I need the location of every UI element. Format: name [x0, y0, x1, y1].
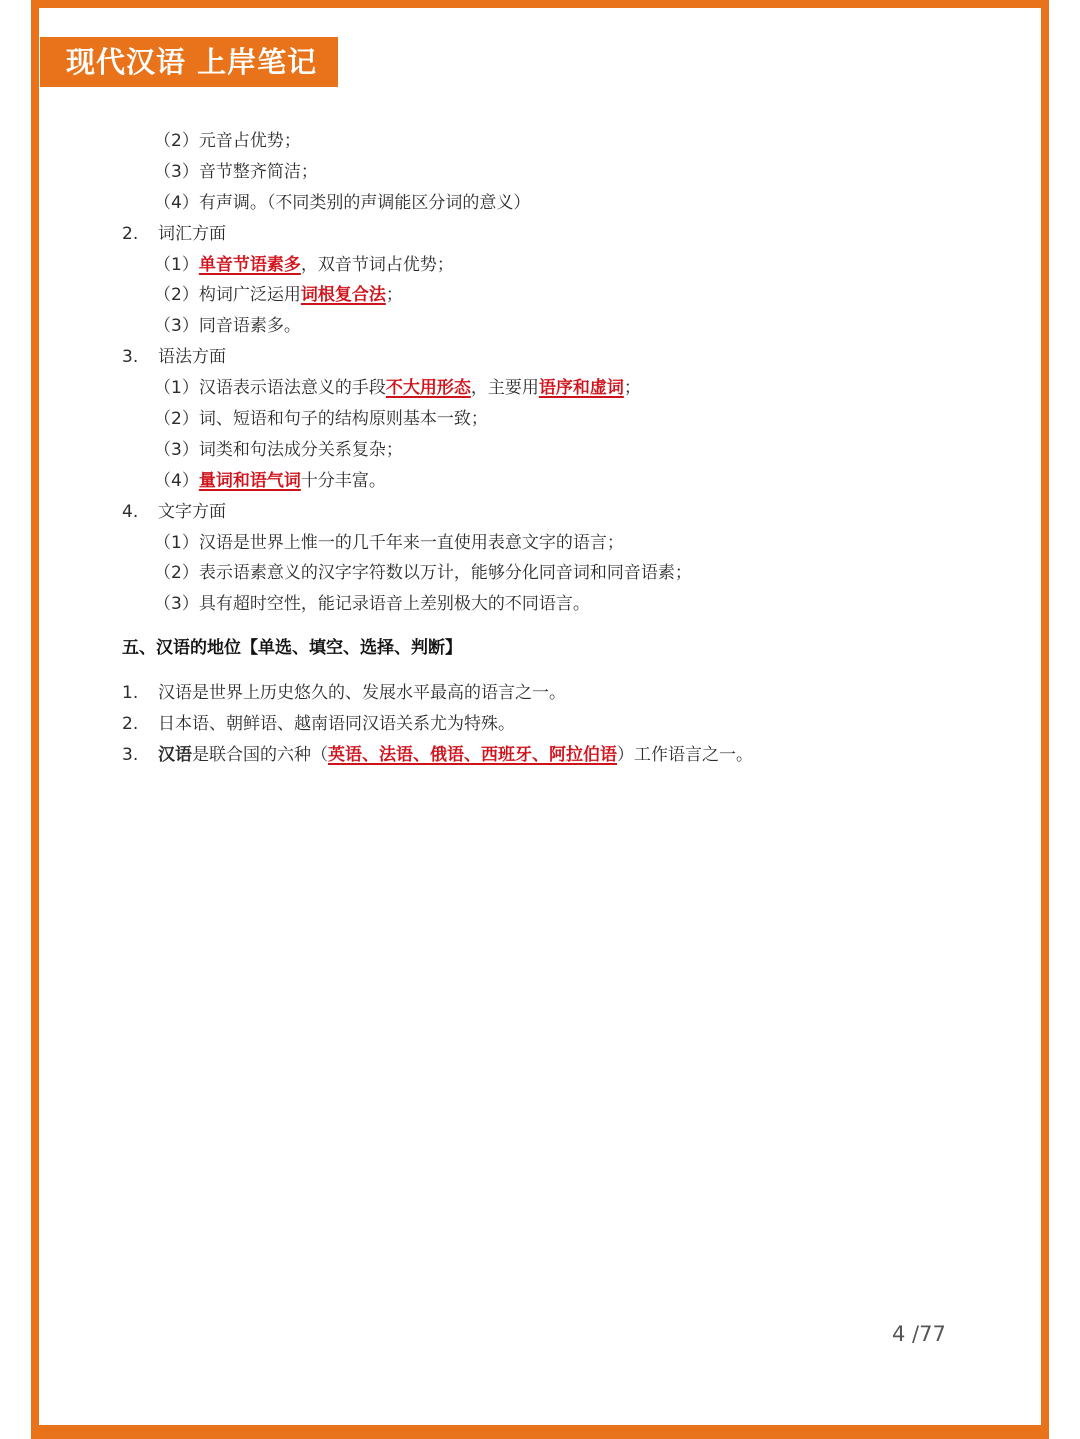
vocab-heading	[122, 219, 982, 250]
highlight-keyword: 不大用形态	[385, 378, 471, 399]
section-heading: 五、汉语的地位【单选、填空、选择、判断】	[122, 638, 462, 659]
item-prefix: （1）汉语表示语法意义的手段	[154, 378, 386, 399]
writing-item-2: （2）表示语素意义的汉字字符数以万计，能够分化同音词和同音语素；	[154, 563, 692, 584]
page-number: 4 /77	[892, 1322, 946, 1346]
writing-heading	[122, 497, 982, 528]
item-text: 日本语、朝鲜语、越南语同汉语关系尤为特殊。	[158, 714, 515, 735]
vocab-item-3: （3）同音语素多。	[154, 316, 301, 337]
highlight-keyword: 量词和语气词	[198, 470, 301, 491]
highlight-keyword: 单音节语素多	[198, 254, 301, 275]
grammar-item-3: （3）词类和句法成分关系复杂；	[154, 439, 403, 460]
item-suffix: 十分丰富。	[300, 470, 386, 491]
item-prefix: （1）	[154, 254, 199, 275]
item-prefix: （4）	[154, 470, 199, 491]
phonetics-item-4: （4）有声调。（不同类别的声调能区分词的意义）	[154, 192, 531, 213]
list-number: 3.	[122, 744, 139, 765]
writing-item-1: （1）汉语是世界上惟一的几千年来一直使用表意文字的语言；	[154, 532, 624, 553]
title-banner	[40, 37, 338, 87]
item-middle: ，主要用	[470, 378, 539, 399]
grammar-item-2: （2）词、短语和句子的结构原则基本一致；	[154, 409, 488, 430]
status-item-1	[122, 678, 982, 709]
list-number: 2.	[122, 223, 139, 244]
grammar-item-4	[122, 466, 982, 497]
item-suffix: ）工作语言之一。	[617, 744, 753, 765]
list-number: 1.	[122, 683, 139, 704]
status-item-3	[122, 740, 982, 771]
item-suffix: ；	[385, 285, 403, 306]
highlight-keyword: 词根复合法	[300, 285, 386, 306]
writing-item-3: （3）具有超时空性，能记录语音上差别极大的不同语言。	[154, 594, 590, 615]
vocab-item-2	[122, 280, 982, 311]
status-item-2	[122, 709, 982, 740]
notes-content	[122, 126, 982, 771]
phonetics-item-3: （3）音节整齐简洁；	[154, 161, 318, 182]
item-prefix: （2）构词广泛运用	[154, 285, 301, 306]
bold-term: 汉语	[158, 744, 192, 765]
highlight-keyword: 语序和虚词	[538, 378, 624, 399]
list-number: 2.	[122, 714, 139, 735]
item-suffix: ；	[623, 378, 641, 399]
highlight-keyword: 英语、法语、俄语、西班牙、阿拉伯语	[328, 744, 617, 765]
list-number: 4.	[122, 501, 139, 522]
item-suffix: ，双音节词占优势；	[300, 254, 454, 275]
heading-text: 词汇方面	[158, 223, 226, 244]
heading-text: 文字方面	[158, 501, 226, 522]
phonetics-item-2: （2）元音占优势；	[154, 131, 301, 151]
vocab-item-1	[122, 250, 982, 281]
page-title: 现代汉语 上岸笔记	[66, 45, 318, 79]
grammar-item-1	[122, 373, 982, 404]
list-number: 3.	[122, 347, 139, 368]
item-text: 汉语是世界上历史悠久的、发展水平最高的语言之一。	[158, 683, 566, 704]
heading-text: 语法方面	[158, 347, 226, 368]
grammar-heading	[122, 342, 982, 373]
item-prefix: 是联合国的六种（	[192, 744, 328, 765]
